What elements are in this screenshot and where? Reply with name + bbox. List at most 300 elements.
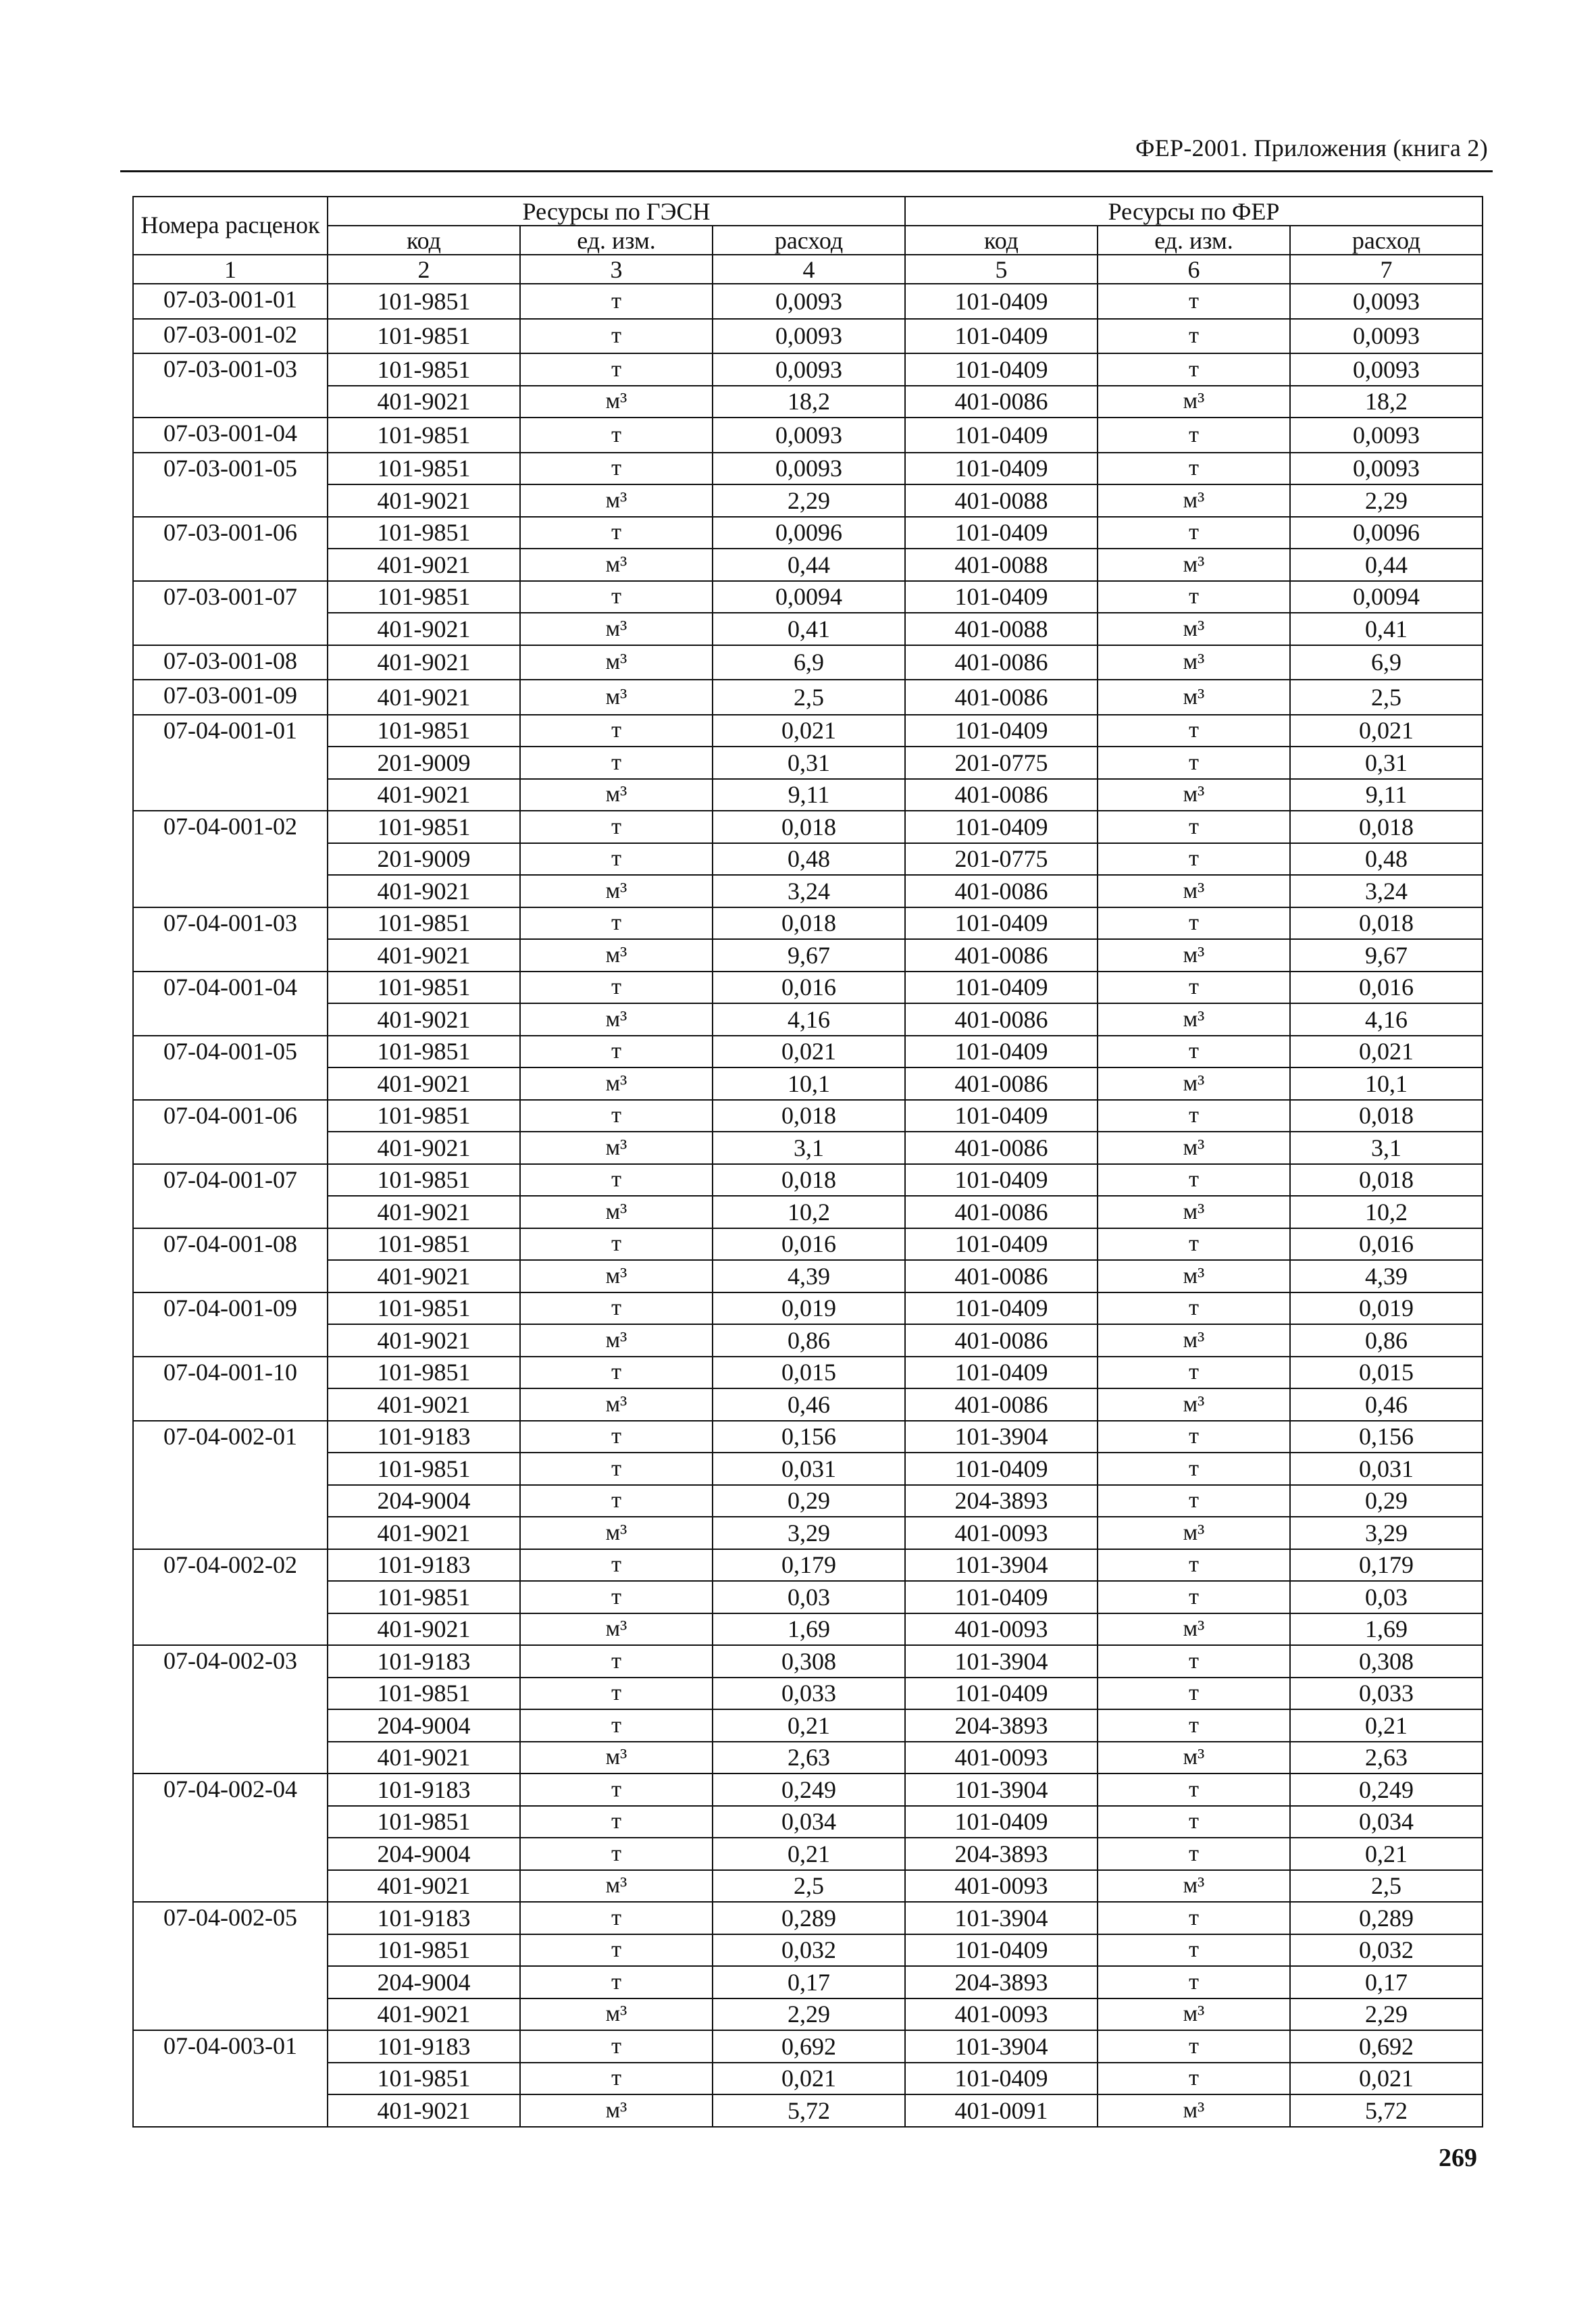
gesn-qty-cell: 18,2 xyxy=(713,386,905,418)
fer-qty-cell: 4,16 xyxy=(1290,1003,1483,1036)
gesn-unit-cell: м³ xyxy=(520,2094,713,2127)
gesn-qty-cell: 0,0093 xyxy=(713,453,905,485)
fer-code-cell: 101-0409 xyxy=(905,1100,1098,1132)
rate-number-cell: 07-04-001-06 xyxy=(133,1100,328,1164)
fer-unit-cell: т xyxy=(1098,517,1290,549)
fer-unit-cell: т xyxy=(1098,1934,1290,1967)
table-row xyxy=(133,549,1483,581)
gesn-unit-cell: т xyxy=(520,1036,713,1068)
table-row xyxy=(133,581,1483,613)
gesn-code-cell: 101-9851 xyxy=(328,1036,520,1068)
gesn-code-cell: 101-9851 xyxy=(328,715,520,747)
gesn-code-cell: 201-9009 xyxy=(328,747,520,779)
fer-unit-cell: т xyxy=(1098,1421,1290,1453)
fer-unit-cell: т xyxy=(1098,1774,1290,1806)
gesn-unit-cell: т xyxy=(520,418,713,453)
gesn-qty-cell: 6,9 xyxy=(713,645,905,680)
table-row xyxy=(133,1100,1483,1132)
gesn-code-cell: 401-9021 xyxy=(328,875,520,907)
fer-code-cell: 101-3904 xyxy=(905,1902,1098,1934)
table-row xyxy=(133,1806,1483,1838)
fer-unit-cell: т xyxy=(1098,353,1290,386)
table-row xyxy=(133,1453,1483,1485)
fer-unit-cell: м³ xyxy=(1098,1517,1290,1549)
gesn-code-cell: 401-9021 xyxy=(328,484,520,517)
gesn-qty-cell: 0,021 xyxy=(713,715,905,747)
fer-code-cell: 101-0409 xyxy=(905,284,1098,319)
gesn-qty-cell: 0,018 xyxy=(713,811,905,843)
gesn-code-cell: 101-9851 xyxy=(328,811,520,843)
fer-unit-cell: т xyxy=(1098,747,1290,779)
gesn-code-cell: 101-9183 xyxy=(328,2030,520,2063)
fer-unit-cell: т xyxy=(1098,319,1290,354)
rate-number-cell: 07-03-001-06 xyxy=(133,517,328,581)
gesn-code-cell: 101-9851 xyxy=(328,2063,520,2095)
fer-code-cell: 401-0086 xyxy=(905,645,1098,680)
gesn-code-cell: 101-9851 xyxy=(328,1453,520,1485)
fer-qty-cell: 0,0093 xyxy=(1290,418,1483,453)
gesn-code-cell: 101-9183 xyxy=(328,1645,520,1678)
gesn-unit-cell: м³ xyxy=(520,1998,713,2031)
fer-unit-cell: т xyxy=(1098,1453,1290,1485)
fer-unit-cell: м³ xyxy=(1098,1067,1290,1100)
table-row xyxy=(133,1549,1483,1582)
gesn-code-header: код xyxy=(328,226,520,255)
fer-code-cell: 101-0409 xyxy=(905,1357,1098,1389)
table-row xyxy=(133,939,1483,972)
fer-qty-cell: 0,179 xyxy=(1290,1549,1483,1582)
gesn-qty-cell: 0,0093 xyxy=(713,284,905,319)
gesn-qty-cell: 0,018 xyxy=(713,1100,905,1132)
gesn-unit-cell: м³ xyxy=(520,549,713,581)
page-number: 269 xyxy=(1439,2144,1477,2172)
fer-code-cell: 101-3904 xyxy=(905,1774,1098,1806)
fer-unit-cell: т xyxy=(1098,1678,1290,1710)
fer-unit-cell: м³ xyxy=(1098,1260,1290,1292)
gesn-qty-cell: 0,03 xyxy=(713,1581,905,1613)
table-row xyxy=(133,1709,1483,1742)
fer-code-cell: 201-0775 xyxy=(905,747,1098,779)
gesn-unit-cell: м³ xyxy=(520,1517,713,1549)
fer-unit-cell: т xyxy=(1098,811,1290,843)
gesn-code-cell: 401-9021 xyxy=(328,1324,520,1357)
gesn-unit-cell: т xyxy=(520,1934,713,1967)
gesn-qty-cell: 0,308 xyxy=(713,1645,905,1678)
fer-qty-cell: 0,019 xyxy=(1290,1292,1483,1325)
gesn-code-cell: 101-9851 xyxy=(328,418,520,453)
fer-qty-cell: 0,0093 xyxy=(1290,284,1483,319)
table-row xyxy=(133,1966,1483,1998)
fer-code-cell: 401-0086 xyxy=(905,386,1098,418)
gesn-qty-cell: 10,1 xyxy=(713,1067,905,1100)
gesn-code-cell: 101-9851 xyxy=(328,1678,520,1710)
fer-qty-cell: 10,2 xyxy=(1290,1196,1483,1228)
table-row xyxy=(133,1645,1483,1678)
table-row xyxy=(133,843,1483,876)
fer-code-cell: 101-0409 xyxy=(905,517,1098,549)
table-row xyxy=(133,613,1483,645)
fer-qty-cell: 0,0093 xyxy=(1290,353,1483,386)
fer-code-cell: 101-0409 xyxy=(905,319,1098,354)
gesn-qty-cell: 0,015 xyxy=(713,1357,905,1389)
rate-number-cell: 07-04-002-04 xyxy=(133,1774,328,1902)
fer-code-cell: 401-0086 xyxy=(905,875,1098,907)
gesn-qty-cell: 0,289 xyxy=(713,1902,905,1934)
rate-number-cell: 07-04-001-01 xyxy=(133,715,328,811)
gesn-unit-cell: т xyxy=(520,972,713,1004)
fer-unit-cell: м³ xyxy=(1098,875,1290,907)
fer-qty-cell: 6,9 xyxy=(1290,645,1483,680)
fer-unit-cell: м³ xyxy=(1098,1998,1290,2031)
fer-unit-cell: т xyxy=(1098,2063,1290,2095)
gesn-unit-cell: т xyxy=(520,517,713,549)
gesn-qty-cell: 0,0094 xyxy=(713,581,905,613)
gesn-unit-cell: м³ xyxy=(520,386,713,418)
gesn-qty-cell: 0,48 xyxy=(713,843,905,876)
gesn-code-cell: 101-9183 xyxy=(328,1902,520,1934)
table-row xyxy=(133,1228,1483,1261)
fer-unit-cell: т xyxy=(1098,1036,1290,1068)
gesn-qty-cell: 0,021 xyxy=(713,1036,905,1068)
gesn-qty-cell: 0,86 xyxy=(713,1324,905,1357)
fer-code-cell: 401-0086 xyxy=(905,1260,1098,1292)
fer-unit-cell: т xyxy=(1098,1357,1290,1389)
fer-unit-cell: м³ xyxy=(1098,1388,1290,1421)
gesn-unit-cell: т xyxy=(520,1421,713,1453)
table-body xyxy=(133,284,1483,2127)
gesn-unit-cell: т xyxy=(520,1581,713,1613)
gesn-unit-cell: м³ xyxy=(520,680,713,715)
gesn-unit-cell: т xyxy=(520,453,713,485)
gesn-qty-cell: 3,29 xyxy=(713,1517,905,1549)
fer-qty-cell: 2,5 xyxy=(1290,1870,1483,1903)
rate-number-cell: 07-03-001-01 xyxy=(133,284,328,319)
table-row xyxy=(133,1838,1483,1870)
fer-unit-cell: т xyxy=(1098,1485,1290,1517)
table-row xyxy=(133,715,1483,747)
gesn-unit-cell: м³ xyxy=(520,1742,713,1774)
table-row xyxy=(133,517,1483,549)
gesn-qty-cell: 0,019 xyxy=(713,1292,905,1325)
fer-code-cell: 401-0093 xyxy=(905,1517,1098,1549)
gesn-code-cell: 201-9009 xyxy=(328,843,520,876)
rate-number-cell: 07-04-001-03 xyxy=(133,907,328,972)
gesn-code-cell: 101-9851 xyxy=(328,284,520,319)
table-row xyxy=(133,1742,1483,1774)
gesn-unit-cell: т xyxy=(520,811,713,843)
gesn-unit-cell: т xyxy=(520,1549,713,1582)
fer-code-cell: 101-0409 xyxy=(905,1164,1098,1197)
fer-unit-cell: т xyxy=(1098,907,1290,940)
gesn-unit-cell: т xyxy=(520,581,713,613)
rate-number-cell: 07-04-001-07 xyxy=(133,1164,328,1228)
fer-qty-cell: 3,29 xyxy=(1290,1517,1483,1549)
fer-unit-cell: т xyxy=(1098,1806,1290,1838)
gesn-group-header: Ресурсы по ГЭСН xyxy=(328,197,905,226)
fer-qty-cell: 0,021 xyxy=(1290,2063,1483,2095)
fer-code-cell: 101-0409 xyxy=(905,453,1098,485)
fer-qty-cell: 0,031 xyxy=(1290,1453,1483,1485)
fer-qty-cell: 2,63 xyxy=(1290,1742,1483,1774)
gesn-unit-cell: т xyxy=(520,284,713,319)
fer-qty-cell: 5,72 xyxy=(1290,2094,1483,2127)
rate-number-cell: 07-04-002-05 xyxy=(133,1902,328,2030)
fer-code-cell: 204-3893 xyxy=(905,1966,1098,1998)
fer-unit-cell: м³ xyxy=(1098,1742,1290,1774)
fer-unit-cell: т xyxy=(1098,1292,1290,1325)
gesn-qty-cell: 4,39 xyxy=(713,1260,905,1292)
fer-code-cell: 201-0775 xyxy=(905,843,1098,876)
table-row xyxy=(133,453,1483,485)
rate-number-cell: 07-04-002-03 xyxy=(133,1645,328,1774)
fer-unit-cell: т xyxy=(1098,1100,1290,1132)
fer-group-header: Ресурсы по ФЕР xyxy=(905,197,1483,226)
column-number: 3 xyxy=(520,255,713,284)
gesn-unit-cell: м³ xyxy=(520,875,713,907)
gesn-qty-cell: 10,2 xyxy=(713,1196,905,1228)
fer-qty-cell: 3,24 xyxy=(1290,875,1483,907)
gesn-code-cell: 101-9851 xyxy=(328,972,520,1004)
table-row xyxy=(133,1998,1483,2031)
fer-code-cell: 101-0409 xyxy=(905,581,1098,613)
gesn-unit-cell: м³ xyxy=(520,1260,713,1292)
gesn-code-cell: 101-9851 xyxy=(328,1357,520,1389)
fer-code-cell: 401-0086 xyxy=(905,1132,1098,1164)
gesn-qty-cell: 5,72 xyxy=(713,2094,905,2127)
table-row xyxy=(133,1870,1483,1903)
gesn-code-cell: 204-9004 xyxy=(328,1485,520,1517)
fer-code-cell: 101-0409 xyxy=(905,1036,1098,1068)
fer-qty-cell: 0,034 xyxy=(1290,1806,1483,1838)
gesn-qty-cell: 9,11 xyxy=(713,779,905,811)
fer-qty-cell: 0,021 xyxy=(1290,715,1483,747)
gesn-code-cell: 401-9021 xyxy=(328,779,520,811)
fer-code-cell: 101-0409 xyxy=(905,811,1098,843)
gesn-code-cell: 401-9021 xyxy=(328,1613,520,1646)
fer-qty-cell: 0,41 xyxy=(1290,613,1483,645)
gesn-code-cell: 101-9851 xyxy=(328,1292,520,1325)
fer-code-cell: 101-0409 xyxy=(905,1228,1098,1261)
table-row xyxy=(133,2030,1483,2063)
gesn-code-cell: 401-9021 xyxy=(328,939,520,972)
gesn-qty-cell: 0,016 xyxy=(713,972,905,1004)
table-row xyxy=(133,1421,1483,1453)
fer-unit-cell: т xyxy=(1098,453,1290,485)
fer-code-cell: 101-3904 xyxy=(905,1549,1098,1582)
gesn-code-cell: 101-9851 xyxy=(328,1164,520,1197)
fer-unit-header: ед. изм. xyxy=(1098,226,1290,255)
fer-qty-cell: 0,249 xyxy=(1290,1774,1483,1806)
gesn-unit-cell: м³ xyxy=(520,1196,713,1228)
table-row xyxy=(133,1934,1483,1967)
gesn-qty-cell: 0,21 xyxy=(713,1709,905,1742)
gesn-code-cell: 401-9021 xyxy=(328,2094,520,2127)
gesn-qty-cell: 0,032 xyxy=(713,1934,905,1967)
fer-code-header: код xyxy=(905,226,1098,255)
gesn-qty-cell: 0,0093 xyxy=(713,353,905,386)
fer-qty-cell: 2,29 xyxy=(1290,1998,1483,2031)
rate-number-header: Номера расценок xyxy=(133,197,328,255)
gesn-qty-cell: 2,5 xyxy=(713,1870,905,1903)
fer-qty-cell: 0,0093 xyxy=(1290,319,1483,354)
table-row xyxy=(133,1774,1483,1806)
fer-code-cell: 401-0093 xyxy=(905,1998,1098,2031)
fer-qty-cell: 4,39 xyxy=(1290,1260,1483,1292)
rate-number-cell: 07-03-001-02 xyxy=(133,319,328,354)
fer-qty-cell: 0,032 xyxy=(1290,1934,1483,1967)
gesn-qty-cell: 0,46 xyxy=(713,1388,905,1421)
gesn-code-cell: 401-9021 xyxy=(328,1998,520,2031)
rate-number-cell: 07-04-003-01 xyxy=(133,2030,328,2127)
fer-code-cell: 101-3904 xyxy=(905,2030,1098,2063)
fer-code-cell: 401-0088 xyxy=(905,613,1098,645)
fer-qty-cell: 0,156 xyxy=(1290,1421,1483,1453)
table-row xyxy=(133,1388,1483,1421)
rate-number-cell: 07-03-001-07 xyxy=(133,581,328,645)
gesn-unit-cell: м³ xyxy=(520,484,713,517)
gesn-qty-cell: 0,249 xyxy=(713,1774,905,1806)
fer-qty-cell: 0,0094 xyxy=(1290,581,1483,613)
fer-unit-cell: м³ xyxy=(1098,1003,1290,1036)
fer-qty-cell: 0,018 xyxy=(1290,907,1483,940)
fer-unit-cell: м³ xyxy=(1098,680,1290,715)
gesn-code-cell: 401-9021 xyxy=(328,1132,520,1164)
gesn-qty-cell: 0,156 xyxy=(713,1421,905,1453)
gesn-code-cell: 401-9021 xyxy=(328,1517,520,1549)
fer-code-cell: 401-0086 xyxy=(905,1388,1098,1421)
fer-qty-cell: 0,692 xyxy=(1290,2030,1483,2063)
gesn-unit-cell: т xyxy=(520,715,713,747)
gesn-qty-cell: 0,018 xyxy=(713,907,905,940)
table-row xyxy=(133,2063,1483,2095)
fer-qty-cell: 0,03 xyxy=(1290,1581,1483,1613)
table-row xyxy=(133,1164,1483,1197)
fer-code-cell: 101-0409 xyxy=(905,353,1098,386)
fer-qty-cell: 0,44 xyxy=(1290,549,1483,581)
fer-qty-cell: 0,21 xyxy=(1290,1709,1483,1742)
fer-unit-cell: м³ xyxy=(1098,484,1290,517)
fer-code-cell: 101-0409 xyxy=(905,1453,1098,1485)
fer-code-cell: 401-0093 xyxy=(905,1613,1098,1646)
fer-qty-cell: 0,033 xyxy=(1290,1678,1483,1710)
table-row xyxy=(133,1003,1483,1036)
rate-number-cell: 07-04-002-02 xyxy=(133,1549,328,1646)
gesn-unit-cell: м³ xyxy=(520,939,713,972)
fer-unit-cell: т xyxy=(1098,972,1290,1004)
fer-unit-cell: т xyxy=(1098,843,1290,876)
fer-qty-cell: 0,31 xyxy=(1290,747,1483,779)
fer-unit-cell: м³ xyxy=(1098,939,1290,972)
table-row xyxy=(133,680,1483,715)
fer-code-cell: 101-0409 xyxy=(905,418,1098,453)
gesn-code-cell: 101-9851 xyxy=(328,1934,520,1967)
fer-unit-cell: т xyxy=(1098,1549,1290,1582)
gesn-unit-cell: м³ xyxy=(520,613,713,645)
fer-unit-cell: м³ xyxy=(1098,1132,1290,1164)
gesn-unit-cell: т xyxy=(520,1966,713,1998)
fer-code-cell: 401-0086 xyxy=(905,779,1098,811)
gesn-qty-cell: 0,031 xyxy=(713,1453,905,1485)
fer-code-cell: 401-0086 xyxy=(905,1196,1098,1228)
fer-code-cell: 401-0093 xyxy=(905,1870,1098,1903)
gesn-code-cell: 204-9004 xyxy=(328,1709,520,1742)
table-row xyxy=(133,875,1483,907)
table-row xyxy=(133,1067,1483,1100)
fer-qty-cell: 10,1 xyxy=(1290,1067,1483,1100)
gesn-unit-cell: т xyxy=(520,747,713,779)
fer-qty-cell: 1,69 xyxy=(1290,1613,1483,1646)
fer-code-cell: 401-0086 xyxy=(905,1003,1098,1036)
fer-code-cell: 401-0088 xyxy=(905,484,1098,517)
fer-code-cell: 204-3893 xyxy=(905,1485,1098,1517)
gesn-code-cell: 401-9021 xyxy=(328,1260,520,1292)
table-row xyxy=(133,811,1483,843)
fer-qty-cell: 2,29 xyxy=(1290,484,1483,517)
gesn-qty-cell: 0,018 xyxy=(713,1164,905,1197)
gesn-qty-cell: 0,179 xyxy=(713,1549,905,1582)
gesn-code-cell: 401-9021 xyxy=(328,549,520,581)
fer-qty-cell: 0,018 xyxy=(1290,1164,1483,1197)
fer-unit-cell: м³ xyxy=(1098,386,1290,418)
gesn-qty-cell: 0,0096 xyxy=(713,517,905,549)
fer-qty-header: расход xyxy=(1290,226,1483,255)
fer-qty-cell: 9,11 xyxy=(1290,779,1483,811)
fer-code-cell: 101-0409 xyxy=(905,972,1098,1004)
gesn-code-cell: 401-9021 xyxy=(328,386,520,418)
fer-code-cell: 401-0086 xyxy=(905,680,1098,715)
fer-code-cell: 204-3893 xyxy=(905,1838,1098,1870)
gesn-code-cell: 401-9021 xyxy=(328,1870,520,1903)
gesn-unit-cell: т xyxy=(520,843,713,876)
fer-code-cell: 401-0091 xyxy=(905,2094,1098,2127)
gesn-unit-cell: т xyxy=(520,2063,713,2095)
fer-unit-cell: м³ xyxy=(1098,1613,1290,1646)
gesn-unit-cell: т xyxy=(520,2030,713,2063)
table-row xyxy=(133,645,1483,680)
gesn-unit-cell: т xyxy=(520,1292,713,1325)
table-row xyxy=(133,1324,1483,1357)
gesn-code-cell: 101-9851 xyxy=(328,907,520,940)
fer-code-cell: 204-3893 xyxy=(905,1709,1098,1742)
table-header xyxy=(133,197,1483,284)
fer-unit-cell: м³ xyxy=(1098,549,1290,581)
fer-unit-cell: т xyxy=(1098,1581,1290,1613)
fer-code-cell: 101-0409 xyxy=(905,1934,1098,1967)
fer-code-cell: 101-0409 xyxy=(905,2063,1098,2095)
fer-code-cell: 401-0088 xyxy=(905,549,1098,581)
table-row xyxy=(133,353,1483,386)
fer-code-cell: 401-0093 xyxy=(905,1742,1098,1774)
rate-number-cell: 07-04-001-08 xyxy=(133,1228,328,1292)
table-row xyxy=(133,1260,1483,1292)
fer-qty-cell: 0,86 xyxy=(1290,1324,1483,1357)
gesn-code-cell: 401-9021 xyxy=(328,1196,520,1228)
gesn-qty-cell: 2,29 xyxy=(713,1998,905,2031)
gesn-code-cell: 101-9851 xyxy=(328,353,520,386)
table-row xyxy=(133,484,1483,517)
gesn-qty-cell: 0,034 xyxy=(713,1806,905,1838)
gesn-unit-cell: т xyxy=(520,1838,713,1870)
rate-number-cell: 07-03-001-08 xyxy=(133,645,328,680)
gesn-code-cell: 101-9183 xyxy=(328,1774,520,1806)
rate-number-cell: 07-03-001-03 xyxy=(133,353,328,418)
gesn-unit-cell: т xyxy=(520,1100,713,1132)
gesn-qty-cell: 4,16 xyxy=(713,1003,905,1036)
gesn-code-cell: 401-9021 xyxy=(328,645,520,680)
table-row xyxy=(133,1517,1483,1549)
gesn-qty-cell: 2,5 xyxy=(713,680,905,715)
gesn-qty-cell: 0,016 xyxy=(713,1228,905,1261)
